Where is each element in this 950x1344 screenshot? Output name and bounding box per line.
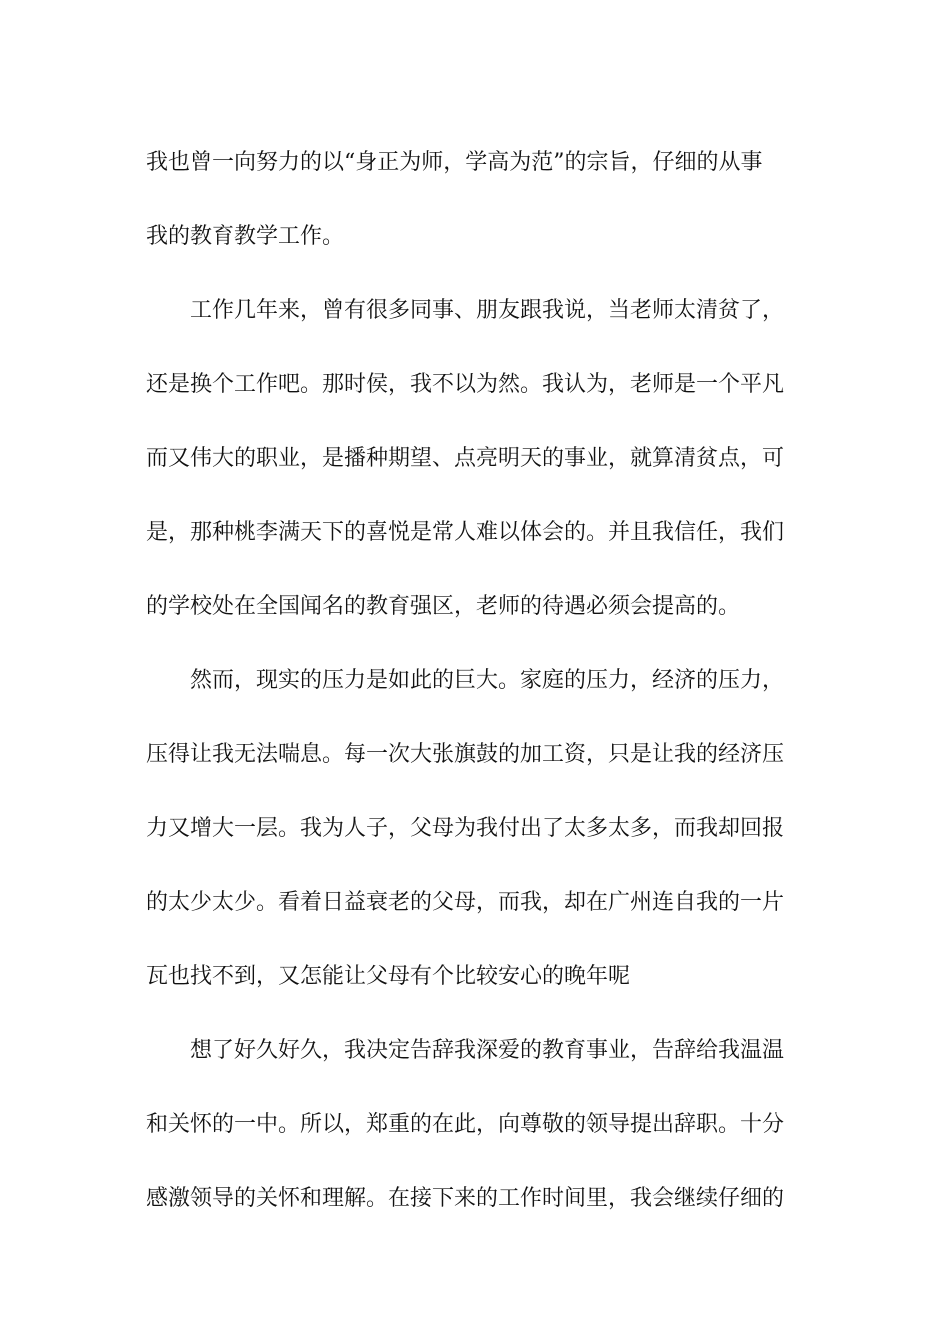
paragraph-start-line: 然而，现实的压力是如此的巨大。家庭的压力，经济的压力， — [190, 668, 785, 693]
text-line: 力又增大一层。我为人子，父母为我付出了太多太多，而我却回报 — [146, 816, 785, 841]
paragraph-start-line: 工作几年来，曾有很多同事、朋友跟我说，当老师太清贫了， — [190, 298, 785, 323]
text-line: 和关怀的一中。所以，郑重的在此，向尊敬的领导提出辞职。十分 — [146, 1112, 785, 1137]
document-body — [146, 126, 806, 1236]
text-line: 是，那种桃李满天下的喜悦是常人难以体会的。并且我信任，我们 — [146, 520, 785, 545]
text-line: 我的教育教学工作。 — [146, 224, 345, 249]
text-line: 的学校处在全国闻名的教育强区，老师的待遇必须会提高的。 — [146, 594, 741, 619]
text-line: 瓦也找不到，又怎能让父母有个比较安心的晚年呢 — [146, 964, 631, 989]
text-line: 的太少太少。看着日益衰老的父母，而我，却在广州连自我的一片 — [146, 890, 785, 915]
paragraph-start-line: 想了好久好久，我决定告辞我深爱的教育事业，告辞给我温温 — [190, 1038, 785, 1063]
text-line: 而又伟大的职业，是播种期望、点亮明天的事业，就算清贫点，可 — [146, 446, 785, 471]
text-line: 感激领导的关怀和理解。在接下来的工作时间里，我会继续仔细的 — [146, 1186, 785, 1211]
text-line: 我也曾一向努力的以“身正为师，学高为范”的宗旨，仔细的从事 — [146, 150, 763, 175]
text-line: 还是换个工作吧。那时侯，我不以为然。我认为，老师是一个平凡 — [146, 372, 785, 397]
text-line: 压得让我无法喘息。每一次大张旗鼓的加工资，只是让我的经济压 — [146, 742, 785, 767]
